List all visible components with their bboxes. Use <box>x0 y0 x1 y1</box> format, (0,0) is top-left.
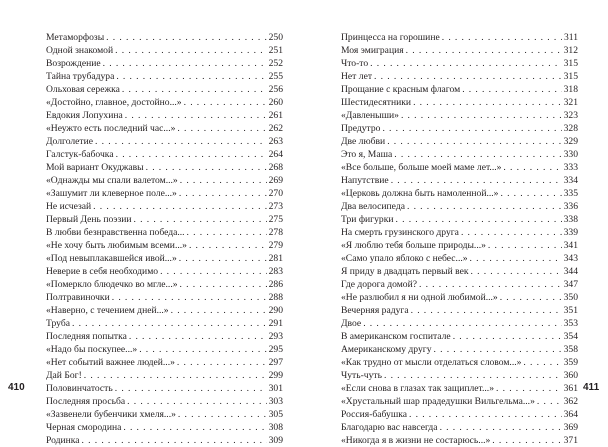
toc-entry-title: Тайна трубадура <box>46 71 115 82</box>
toc-entry-title: Чуть-чуть <box>341 370 382 381</box>
dot-leader <box>396 213 562 226</box>
toc-entry-title: Первый День поэзии <box>46 214 132 225</box>
dot-leader <box>442 31 562 44</box>
dot-leader <box>496 382 562 395</box>
dot-leader <box>139 343 266 356</box>
toc-entry-title: Половинчатость <box>46 383 113 394</box>
toc-entry-title: «Все больше, больше моей маме лет...» <box>341 162 502 173</box>
toc-entry-page: 275 <box>268 214 283 225</box>
dot-leader <box>95 135 267 148</box>
toc-entry-title: Последняя просьба <box>46 396 126 407</box>
page-number-right: 411 <box>583 382 600 393</box>
toc-entry-title: Не исчезай <box>46 201 92 212</box>
toc-entry-title: Что-то <box>341 58 369 69</box>
toc-entry <box>46 122 283 135</box>
toc-entry <box>46 148 283 161</box>
dot-leader <box>123 421 266 434</box>
toc-entry-page: 252 <box>268 58 283 69</box>
toc-entry <box>341 408 578 421</box>
toc-entry-page: 354 <box>563 331 578 342</box>
toc-entry-title: Вечерняя радуга <box>341 305 409 316</box>
toc-entry <box>46 356 283 369</box>
dot-leader <box>178 408 267 421</box>
toc-entry <box>46 343 283 356</box>
toc-entry <box>46 421 283 434</box>
toc-entry-page: 347 <box>563 279 578 290</box>
toc-entry <box>46 187 283 200</box>
toc-entry <box>46 96 283 109</box>
toc-entry-page: 369 <box>563 422 578 433</box>
toc-entry <box>46 291 283 304</box>
toc-entry-page: 250 <box>268 32 283 43</box>
dot-leader <box>116 148 267 161</box>
toc-entry <box>46 161 283 174</box>
dot-leader <box>179 252 267 265</box>
dot-leader <box>394 148 561 161</box>
toc-entry-page: 371 <box>563 435 578 446</box>
dot-leader <box>440 421 562 434</box>
dot-leader <box>413 96 562 109</box>
toc-entry-page: 305 <box>268 409 283 420</box>
dot-leader <box>384 369 562 382</box>
toc-entry-page: 353 <box>563 318 578 329</box>
toc-entry-page: 361 <box>563 383 578 394</box>
toc-entry-title: «Зашумит ли клеверное поле...» <box>46 188 177 199</box>
toc-entry-page: 263 <box>268 136 283 147</box>
dot-leader <box>419 278 562 291</box>
toc-entry <box>341 291 578 304</box>
toc-entry-title: Ольховая сережка <box>46 84 120 95</box>
left-page-toc <box>46 31 283 447</box>
toc-entry <box>341 161 578 174</box>
toc-entry-page: 321 <box>563 97 578 108</box>
toc-entry-title: Россия-бабушка <box>341 409 408 420</box>
dot-leader <box>387 135 561 148</box>
dot-leader <box>146 161 267 174</box>
toc-entry-title: Где дорога домой? <box>341 279 417 290</box>
dot-leader <box>453 330 562 343</box>
toc-entry <box>341 83 578 96</box>
toc-entry <box>46 408 283 421</box>
toc-entry-page: 295 <box>268 344 283 355</box>
toc-entry-page: 344 <box>563 266 578 277</box>
toc-entry <box>341 70 578 83</box>
dot-leader <box>523 356 561 369</box>
dot-leader <box>189 239 267 252</box>
toc-entry <box>46 226 283 239</box>
toc-entry-title: Моя эмиграция <box>341 45 404 56</box>
dot-leader <box>500 187 561 200</box>
toc-entry-page: 286 <box>268 279 283 290</box>
toc-entry-page: 328 <box>563 123 578 134</box>
dot-leader <box>72 317 267 330</box>
toc-entry-title: Родинка <box>46 435 80 446</box>
toc-entry-page: 318 <box>563 84 578 95</box>
toc-entry <box>46 44 283 57</box>
toc-entry <box>341 395 578 408</box>
toc-entry-page: 260 <box>268 97 283 108</box>
toc-entry-title: Долголетие <box>46 136 93 147</box>
toc-entry-page: 309 <box>268 435 283 446</box>
toc-entry <box>46 239 283 252</box>
toc-entry-title: «Однажды мы спали валетом...» <box>46 175 178 186</box>
toc-entry <box>341 421 578 434</box>
toc-entry <box>341 239 578 252</box>
toc-entry <box>341 226 578 239</box>
toc-entry-title: «Неужто есть последний час...» <box>46 123 176 134</box>
toc-entry-title: «Достойно, главное, достойно...» <box>46 97 182 108</box>
toc-entry-title: Принцесса на горошине <box>341 32 440 43</box>
toc-entry-title: Три фигурки <box>341 214 394 225</box>
toc-entry-title: «Не хочу быть любимым всеми...» <box>46 240 187 251</box>
toc-entry-title: Два велосипеда <box>341 201 405 212</box>
toc-entry-title: «Под невыплакавшейся ивой...» <box>46 253 177 264</box>
toc-entry-title: «Надо бы поскупее...» <box>46 344 138 355</box>
dot-leader <box>180 174 267 187</box>
toc-entry-page: 261 <box>268 110 283 121</box>
toc-entry-page: 351 <box>563 305 578 316</box>
toc-entry-title: В любви безнравственна победа... <box>46 227 185 238</box>
toc-entry-title: На смерть грузинского друга <box>341 227 459 238</box>
toc-entry <box>341 31 578 44</box>
dot-leader <box>370 57 561 70</box>
toc-entry-page: 299 <box>268 370 283 381</box>
toc-entry-page: 315 <box>563 71 578 82</box>
dot-leader <box>115 382 267 395</box>
toc-entry-page: 339 <box>563 227 578 238</box>
toc-entry <box>46 265 283 278</box>
toc-entry-page: 336 <box>563 201 578 212</box>
dot-leader <box>462 83 561 96</box>
dot-leader <box>503 161 561 174</box>
toc-entry-page: 358 <box>563 344 578 355</box>
toc-entry <box>341 187 578 200</box>
toc-entry-page: 364 <box>563 409 578 420</box>
toc-entry-title: Прощание с красным флагом <box>341 84 461 95</box>
toc-entry-page: 338 <box>563 214 578 225</box>
toc-entry-page: 291 <box>268 318 283 329</box>
toc-entry-title: «Если снова в глазах так защиплет...» <box>341 383 494 394</box>
dot-leader <box>391 174 562 187</box>
dot-leader <box>177 122 266 135</box>
toc-entry-title: Возрождение <box>46 58 101 69</box>
dot-leader <box>122 83 267 96</box>
toc-entry-page: 333 <box>563 162 578 173</box>
toc-entry-page: 360 <box>563 370 578 381</box>
toc-entry <box>341 122 578 135</box>
toc-entry <box>46 83 283 96</box>
toc-entry <box>46 330 283 343</box>
toc-entry-page: 341 <box>563 240 578 251</box>
toc-entry <box>46 200 283 213</box>
toc-entry-page: 297 <box>268 357 283 368</box>
toc-entry <box>46 252 283 265</box>
dot-leader <box>112 291 267 304</box>
toc-entry-title: «Не разлюбил я ни одной любимой...» <box>341 292 498 303</box>
dot-leader <box>93 200 266 213</box>
toc-entry <box>341 330 578 343</box>
toc-entry <box>46 382 283 395</box>
dot-leader <box>84 369 267 382</box>
toc-entry-title: Нет лет <box>341 71 373 82</box>
toc-entry <box>46 57 283 70</box>
toc-entry <box>341 44 578 57</box>
toc-entry-title: Мой вариант Окуджавы <box>46 162 144 173</box>
toc-entry-title: «Само упало яблоко с небес...» <box>341 253 468 264</box>
toc-entry-title: Напутствие <box>341 175 389 186</box>
toc-entry <box>341 96 578 109</box>
toc-entry <box>46 213 283 226</box>
toc-entry-title: Это я, Маша <box>341 149 393 160</box>
dot-leader <box>171 304 267 317</box>
toc-entry-page: 256 <box>268 84 283 95</box>
toc-entry <box>46 369 283 382</box>
dot-leader <box>406 44 562 57</box>
toc-entry-title: Последняя попытка <box>46 331 127 342</box>
toc-entry-page: 334 <box>563 175 578 186</box>
toc-entry-title: Евдокия Лопухина <box>46 110 123 121</box>
dot-leader <box>134 213 267 226</box>
dot-leader <box>184 96 267 109</box>
toc-entry-title: «Как трудно от мысли отделаться словом...» <box>341 357 522 368</box>
toc-entry-page: 335 <box>563 188 578 199</box>
toc-entry-page: 268 <box>268 162 283 173</box>
dot-leader <box>470 252 562 265</box>
toc-entry <box>46 395 283 408</box>
toc-entry-page: 350 <box>563 292 578 303</box>
dot-leader <box>537 395 562 408</box>
toc-entry-page: 311 <box>563 32 578 43</box>
dot-leader <box>382 122 561 135</box>
dot-leader <box>471 265 562 278</box>
toc-entry-page: 312 <box>563 45 578 56</box>
toc-entry <box>46 278 283 291</box>
dot-leader <box>187 226 267 239</box>
toc-entry <box>341 200 578 213</box>
toc-entry <box>341 135 578 148</box>
toc-entry-title: Метаморфозы <box>46 32 105 43</box>
toc-entry-title: Предутро <box>341 123 381 134</box>
toc-entry-page: 290 <box>268 305 283 316</box>
toc-entry <box>46 174 283 187</box>
toc-entry <box>341 265 578 278</box>
toc-entry <box>341 356 578 369</box>
toc-entry-title: В американском госпитале <box>341 331 451 342</box>
toc-entry-page: 303 <box>268 396 283 407</box>
toc-entry <box>341 278 578 291</box>
toc-entry-page: 283 <box>268 266 283 277</box>
toc-entry <box>341 148 578 161</box>
toc-entry <box>46 31 283 44</box>
toc-entry-title: Одной знакомой <box>46 45 114 56</box>
toc-entry-title: Я приду в двадцать первый век <box>341 266 469 277</box>
toc-entry-title: «Зазвенели бубенчики хмеля...» <box>46 409 176 420</box>
toc-entry <box>46 317 283 330</box>
toc-entry-page: 293 <box>268 331 283 342</box>
toc-entry-title: «Нет событий важнее людей...» <box>46 357 175 368</box>
toc-entry <box>341 109 578 122</box>
toc-entry <box>341 304 578 317</box>
toc-entry-page: 269 <box>268 175 283 186</box>
dot-leader <box>127 395 266 408</box>
toc-entry-title: «Никогда я в жизни не состарюсь...» <box>341 435 491 446</box>
toc-entry-title: Двое <box>341 318 362 329</box>
dot-leader <box>363 317 561 330</box>
dot-leader <box>434 343 562 356</box>
toc-entry <box>341 343 578 356</box>
dot-leader <box>115 44 266 57</box>
dot-leader <box>106 31 266 44</box>
toc-entry-title: Неверие в себя необходимо <box>46 266 159 277</box>
toc-entry <box>341 317 578 330</box>
toc-entry-page: 279 <box>268 240 283 251</box>
dot-leader <box>374 70 562 83</box>
toc-entry-page: 251 <box>268 45 283 56</box>
dot-leader <box>488 239 562 252</box>
toc-entry-title: Галстук-бабочка <box>46 149 114 160</box>
dot-leader <box>160 265 267 278</box>
toc-entry-title: «Хрустальный шар прадедушки Вильгельма...» <box>341 396 535 407</box>
toc-entry-title: Две любви <box>341 136 386 147</box>
dot-leader <box>411 304 562 317</box>
toc-entry-title: Американскому другу <box>341 344 432 355</box>
toc-entry-page: 273 <box>268 201 283 212</box>
toc-entry-title: Шестидесятники <box>341 97 412 108</box>
dot-leader <box>401 109 562 122</box>
toc-entry-page: 362 <box>563 396 578 407</box>
toc-entry-title: Черная смородина <box>46 422 122 433</box>
toc-entry <box>46 109 283 122</box>
toc-entry <box>341 213 578 226</box>
dot-leader <box>407 200 562 213</box>
toc-entry <box>46 135 283 148</box>
dot-leader <box>179 187 267 200</box>
toc-entry-title: «Наверно, с течением дней...» <box>46 305 169 316</box>
toc-entry-page: 323 <box>563 110 578 121</box>
toc-entry <box>341 252 578 265</box>
toc-entry-title: «Давленыши» <box>341 110 399 121</box>
toc-entry-page: 278 <box>268 227 283 238</box>
toc-entry-page: 343 <box>563 253 578 264</box>
dot-leader <box>500 291 562 304</box>
toc-entry-page: 315 <box>563 58 578 69</box>
toc-entry-title: «Церковь должна быть намоленной...» <box>341 188 499 199</box>
toc-entry <box>341 57 578 70</box>
dot-leader <box>177 356 267 369</box>
toc-entry-page: 359 <box>563 357 578 368</box>
toc-entry-title: Труба <box>46 318 70 329</box>
page-number-left: 410 <box>8 382 25 393</box>
toc-entry-title: Благодарю вас навсегда <box>341 422 438 433</box>
toc-entry-page: 255 <box>268 71 283 82</box>
dot-leader <box>409 408 562 421</box>
dot-leader <box>116 70 266 83</box>
toc-entry-page: 281 <box>268 253 283 264</box>
toc-entry <box>341 382 578 395</box>
right-page-toc <box>341 31 578 447</box>
toc-entry <box>46 304 283 317</box>
toc-entry-page: 308 <box>268 422 283 433</box>
toc-entry-page: 288 <box>268 292 283 303</box>
toc-entry-page: 301 <box>268 383 283 394</box>
toc-entry-title: «Я люблю тебя больше природы...» <box>341 240 486 251</box>
toc-entry-page: 270 <box>268 188 283 199</box>
toc-entry <box>341 174 578 187</box>
dot-leader <box>129 330 267 343</box>
toc-entry <box>341 369 578 382</box>
toc-entry-page: 264 <box>268 149 283 160</box>
toc-entry-title: «Померкло блюдечко во мгле...» <box>46 279 178 290</box>
dot-leader <box>180 278 267 291</box>
toc-entry-page: 329 <box>563 136 578 147</box>
toc-entry-page: 262 <box>268 123 283 134</box>
dot-leader <box>103 57 267 70</box>
dot-leader <box>125 109 267 122</box>
toc-entry <box>46 70 283 83</box>
toc-entry-title: Полтравиночки <box>46 292 110 303</box>
dot-leader <box>461 226 562 239</box>
toc-entry-title: Дай Бог! <box>46 370 82 381</box>
toc-entry-page: 330 <box>563 149 578 160</box>
